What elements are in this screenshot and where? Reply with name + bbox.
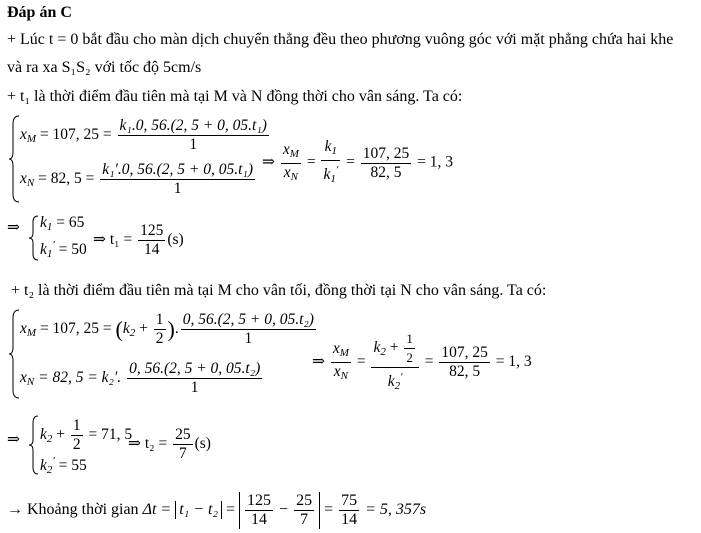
- fraction: $\frac{\text{k₁.0, 56.(2, 5 + 0, 05.t₁)}}{1}$: [119, 117, 267, 153]
- fraction: $\frac{\text{k₁′.0, 56.(2, 5 + 0, 05.t₁)}}{1}$: [102, 161, 253, 197]
- intro-line-2: và ra xa S₁S₂ với tốc độ 5cm/s: [7, 59, 202, 76]
- system2-eq-n: $x_N = 82$, 5 = k₂′. $\frac{\text{0, 56.(2, 5 + 0, 05.t₂)}}{1}$: [20, 360, 261, 396]
- system1-ratio: ⇒ $\frac{x_M}{x_N}$ = $\frac{k_1}{k_1'}$ = $\frac{107, 25}{82, 5}$ = 1, 3: [262, 138, 453, 185]
- solution2: ⇒: [7, 431, 20, 448]
- brace-system-1: [7, 114, 21, 204]
- brace-solution-1: [28, 214, 40, 262]
- t2-result: ⇒ t₂ = $\frac{25}{7}$ (s): [128, 426, 211, 462]
- system1-eq-n: $x_N = 82$, 5 = $\frac{\text{k₁′.0, 56.(2, 5 + 0, 05.t₁)}}{1}$: [20, 161, 253, 197]
- solution1: ⇒: [7, 219, 20, 236]
- t2-intro: + t₂ là thời điểm đầu tiên mà tại M cho vân tối, đồng thời tại N cho vân sáng. Ta có:: [11, 282, 547, 299]
- answer-heading: Đáp án C: [7, 4, 72, 21]
- final-line: → Khoảng thời gian Δt = t₁ − t₂ = $\frac{125}{14}$ − $\frac{25}{7}$ = $\frac{75}{14}$ = 5, 357s: [7, 492, 427, 528]
- system1-eq-m: $x_M = 107$, 25 = $\frac{\text{k₁.0, 56.(2, 5 + 0, 05.t₁)}}{1}$: [20, 117, 267, 153]
- system2-ratio: ⇒ $\frac{x_M}{x_N}$ = $k_2$ + $\frac{1}{2}$ $k_2'$ = $\frac{107, 25}{82, 5}$ = 1, 3: [312, 331, 532, 392]
- brace-system-2: [7, 308, 21, 400]
- k1prime-value: $k_1' = 50$: [40, 239, 87, 260]
- k2prime-value: $k_2' = 55$: [40, 455, 87, 476]
- intro-line-1: + Lúc t = 0 bắt đầu cho màn dịch chuyển thẳng đều theo phương vuông góc với mặt phẳng chứa hai khe: [7, 31, 674, 48]
- brace-solution-2: [28, 414, 40, 476]
- k2-value: $k_2$ + $\frac{1}{2}$ = 71, 5: [40, 417, 133, 453]
- system2-eq-m: $x_M = 107$, $25 = (k_2$ + $\frac{1}{2}$ ). $\frac{\text{0, 56.(2, 5 + 0, 05.t₂)}}{1}$: [20, 311, 314, 347]
- k1-value: $k_1 = 65$: [40, 214, 85, 233]
- t1-result: ⇒ t₁ = $\frac{125}{14}$ (s): [93, 222, 184, 258]
- t1-intro: + t₁ là thời điểm đầu tiên mà tại M và N đồng thời cho vân sáng. Ta có:: [7, 88, 463, 105]
